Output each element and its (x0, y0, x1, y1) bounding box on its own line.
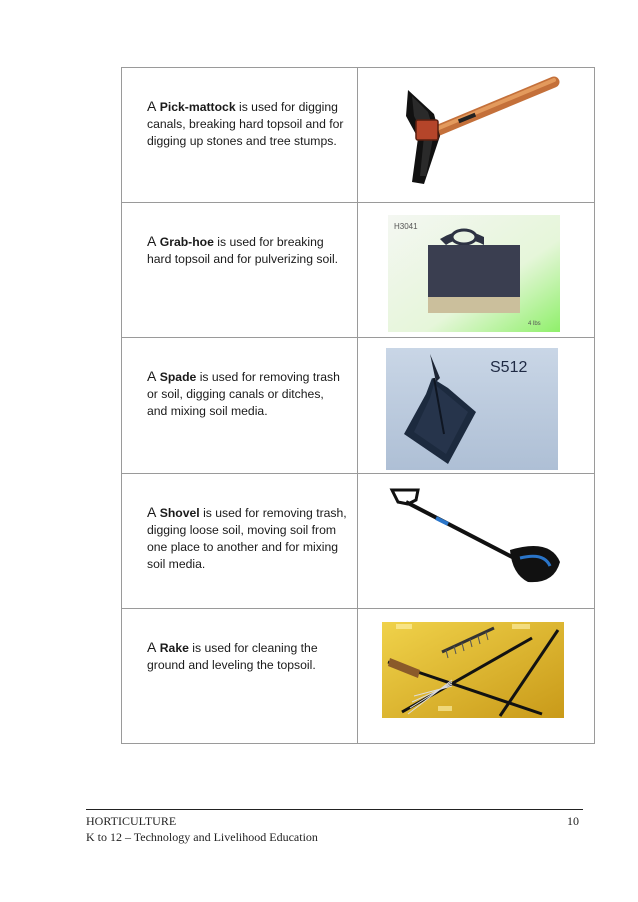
spade-code-label: S512 (490, 359, 528, 377)
tool-name: Shovel (159, 505, 200, 520)
article: A (147, 233, 157, 250)
article: A (147, 98, 157, 114)
tool-description (147, 368, 347, 420)
spade-image (386, 348, 558, 470)
image-cell (358, 608, 595, 743)
tool-name: Grab-hoe (159, 235, 214, 250)
article: A (147, 368, 157, 385)
tool-text: is used for cleaning the ground and leveling the topsoil. (147, 640, 318, 672)
table-row (122, 473, 595, 608)
page-number: 10 (567, 814, 579, 828)
footer-divider (86, 809, 583, 810)
table-row (122, 203, 595, 338)
grab-hoe-image (388, 215, 560, 332)
tools-table (121, 67, 595, 744)
table-row (122, 338, 595, 473)
article: A (147, 503, 157, 520)
article: A (147, 638, 157, 655)
table-row (122, 68, 595, 203)
footer-subject: HORTICULTURE (86, 814, 177, 828)
image-cell (358, 473, 595, 608)
tool-description (147, 639, 347, 674)
table-row (122, 608, 595, 743)
tool-text: is used for removing trash or soil, digging canals or ditches, and mixing soil media. (147, 370, 340, 419)
description-cell (122, 68, 358, 203)
tool-text: is used for breaking hard topsoil and for pulverizing soil. (147, 235, 339, 267)
tool-description (147, 98, 347, 150)
description-cell (122, 473, 358, 608)
tool-name: Spade (159, 370, 197, 385)
tool-description (147, 233, 347, 268)
footer-program: K to 12 – Technology and Livelihood Education (86, 830, 318, 844)
hoe-code-label: H3041 (394, 222, 418, 232)
pick-mattock-image (388, 76, 568, 194)
tool-description (147, 504, 347, 573)
tool-text: is used for digging canals, breaking hard topsoil and for digging up stones and tree stumps. (147, 100, 344, 148)
shovel-image (378, 486, 568, 596)
description-cell (122, 608, 358, 743)
image-cell (358, 338, 595, 473)
description-cell (122, 203, 358, 338)
description-cell (122, 338, 358, 473)
image-cell (358, 203, 595, 338)
image-cell (358, 68, 595, 203)
hoe-weight-label: 4 lbs (528, 321, 541, 328)
tool-name: Rake (159, 640, 189, 655)
tool-text: is used for removing trash, digging loose soil, moving soil from one place to another and for mixing soil media. (147, 505, 347, 571)
tool-name: Pick-mattock (159, 100, 236, 114)
rake-image (382, 622, 564, 718)
